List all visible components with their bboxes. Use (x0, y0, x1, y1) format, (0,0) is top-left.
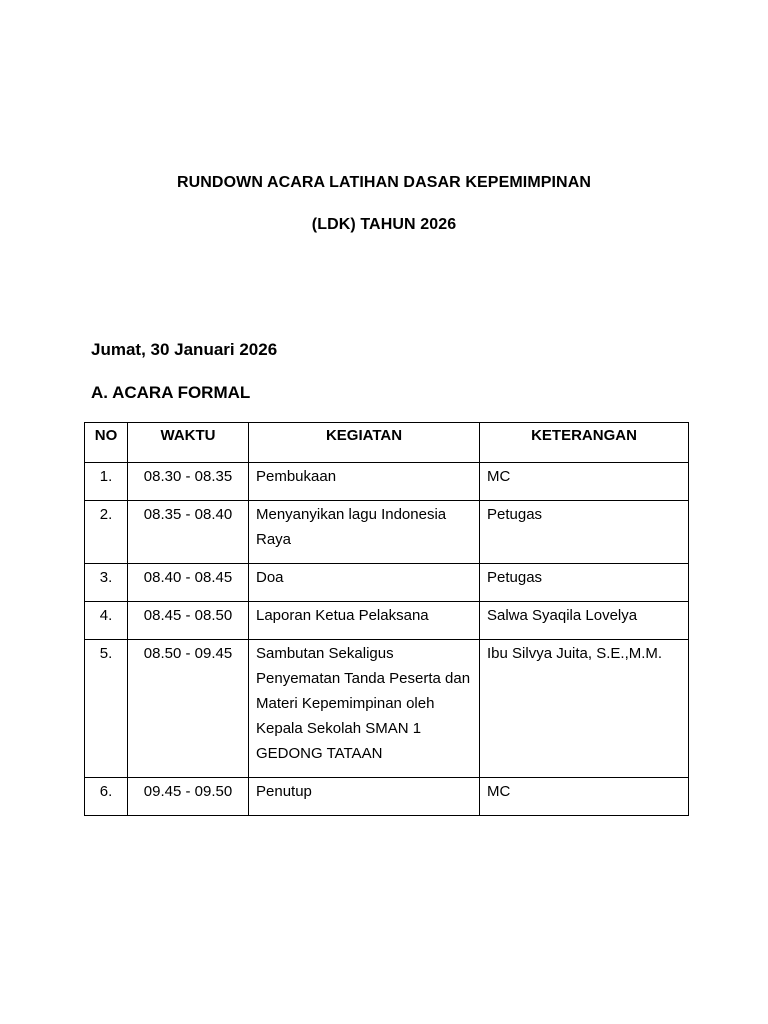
document-title: RUNDOWN ACARA LATIHAN DASAR KEPEMIMPINAN (176, 174, 592, 191)
row-waktu: 08.50 - 09.45 (128, 640, 249, 778)
row-keterangan: Petugas (480, 501, 689, 564)
section-heading: A. ACARA FORMAL (91, 383, 251, 402)
row-no: 1. (85, 463, 128, 501)
table-row (85, 640, 689, 778)
row-kegiatan: Doa (249, 564, 480, 602)
row-no: 5. (85, 640, 128, 778)
header-kegiatan: KEGIATAN (249, 423, 480, 463)
row-kegiatan: Penutup (249, 778, 480, 816)
event-date: Jumat, 30 Januari 2026 (91, 340, 278, 359)
row-keterangan: Petugas (480, 564, 689, 602)
table-row (85, 564, 689, 602)
header-waktu: WAKTU (128, 423, 249, 463)
row-waktu: 08.35 - 08.40 (128, 501, 249, 564)
table-row (85, 501, 689, 564)
table-row (85, 602, 689, 640)
row-kegiatan: Laporan Ketua Pelaksana (249, 602, 480, 640)
document-subtitle: (LDK) TAHUN 2026 (311, 216, 457, 233)
row-waktu: 08.30 - 08.35 (128, 463, 249, 501)
rundown-table (84, 422, 689, 816)
row-waktu: 08.40 - 08.45 (128, 564, 249, 602)
header-keterangan: KETERANGAN (480, 423, 689, 463)
row-keterangan: Salwa Syaqila Lovelya (480, 602, 689, 640)
row-keterangan: MC (480, 463, 689, 501)
row-kegiatan: Menyanyikan lagu Indonesia Raya (249, 501, 480, 564)
table-header-row (85, 423, 689, 463)
row-waktu: 09.45 - 09.50 (128, 778, 249, 816)
row-no: 3. (85, 564, 128, 602)
table-row (85, 463, 689, 501)
row-no: 2. (85, 501, 128, 564)
row-waktu: 08.45 - 08.50 (128, 602, 249, 640)
row-kegiatan: Sambutan Sekaligus Penyematan Tanda Peserta dan Materi Kepemimpinan oleh Kepala Sekolah SMAN 1 GEDONG TATAAN (249, 640, 480, 778)
table-row (85, 778, 689, 816)
row-no: 6. (85, 778, 128, 816)
row-kegiatan: Pembukaan (249, 463, 480, 501)
row-no: 4. (85, 602, 128, 640)
row-keterangan: Ibu Silvya Juita, S.E.,M.M. (480, 640, 689, 778)
row-keterangan: MC (480, 778, 689, 816)
header-no: NO (85, 423, 128, 463)
